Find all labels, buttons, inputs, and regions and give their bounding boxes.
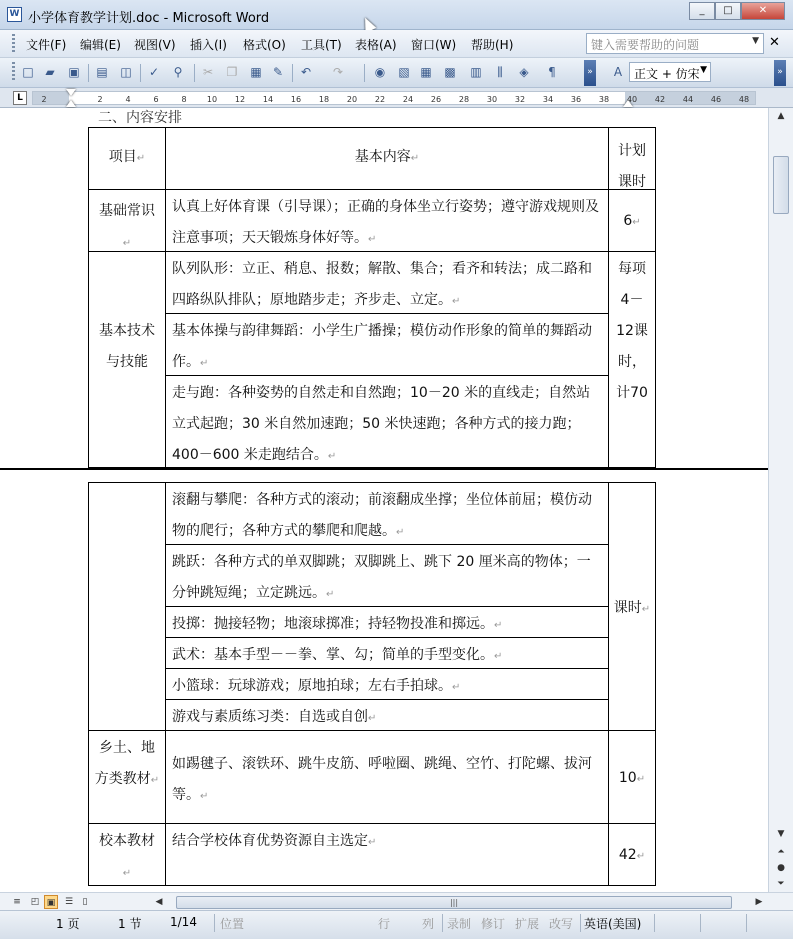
toolbar-options-icon[interactable]: »	[774, 60, 786, 86]
ruler-number: 2	[97, 95, 103, 104]
status-divider	[214, 914, 215, 932]
toolbar-divider	[364, 64, 365, 82]
ruler-number: 6	[153, 95, 159, 104]
status-ovr[interactable]: 改写	[549, 917, 574, 931]
status-section: 1 节	[118, 917, 142, 931]
row2-hours-text: 每项4－12课时，计70	[616, 261, 648, 401]
row4-content-text: 如踢毽子、滚铁环、跳牛皮筋、呼啦圈、跳绳、空竹、打陀螺、拔河等。	[172, 756, 592, 803]
row2-content-2-text: 基本体操与韵律舞蹈：小学生广播操；模仿动作形象的简单的舞蹈动作。	[172, 323, 592, 370]
tab-selector-icon[interactable]: L	[13, 91, 27, 105]
paste-icon[interactable]: ▦	[250, 65, 262, 79]
ruler-number: 2	[41, 95, 47, 104]
status-language: 英语(美国)	[584, 917, 642, 931]
row3-hours-text: 课时	[613, 600, 642, 616]
toolbar-grip-icon[interactable]	[12, 62, 15, 82]
header-content: 基本内容↵	[165, 127, 609, 190]
row3-content-4: 武术：基本手型－－拳、掌、勾；简单的手型变化。↵	[165, 637, 609, 669]
header-hours	[608, 127, 656, 190]
menu-edit[interactable]: 编辑(E)	[80, 38, 121, 52]
scroll-down-icon[interactable]: ▼	[777, 829, 785, 839]
status-bar	[0, 910, 793, 939]
reading-view-icon[interactable]: ▯	[82, 897, 88, 907]
new-document-icon[interactable]: □	[22, 65, 34, 79]
row1-label: 基础常识↵	[88, 189, 166, 252]
first-line-indent-handle[interactable]	[66, 89, 76, 96]
ruler-number: 8	[181, 95, 187, 104]
status-position: 位置	[220, 917, 245, 931]
row4-hours-text: 10	[618, 770, 637, 786]
row3-content-3-text: 投掷：抛接轻物；地滚球掷准；持轻物投准和掷远。	[172, 616, 494, 632]
ruler-number: 28	[458, 95, 470, 104]
maximize-button[interactable]: □	[715, 2, 741, 20]
status-divider	[580, 914, 581, 932]
status-divider	[700, 914, 701, 932]
ruler-number: 14	[262, 95, 274, 104]
horizontal-scrollbar[interactable]	[0, 892, 793, 910]
toolbar-divider	[140, 64, 141, 82]
normal-view-icon[interactable]: ≡	[13, 897, 21, 907]
row1-content-text: 认真上好体育课（引导课）；正确的身体坐立行姿势；遵守游戏规则及注意事项；天天锻炼身体好等。	[172, 199, 599, 246]
menu-grip-icon[interactable]	[12, 34, 15, 54]
menu-insert[interactable]: 插入(I)	[190, 38, 227, 52]
status-pages: 1/14	[170, 915, 197, 929]
show-hide-icon[interactable]: ¶	[548, 65, 556, 79]
row4-label: 乡土、地方类教材↵	[88, 730, 166, 824]
row3-hours: 课时↵	[608, 482, 656, 731]
scroll-left-icon[interactable]: ◀	[155, 897, 163, 907]
previous-page-icon[interactable]: ⏶	[777, 847, 785, 857]
row3-content-2: 跳跃：各种方式的单双脚跳；双脚跳上、跳下 20 厘米高的物体；一分钟跳短绳；立定跳远。↵	[165, 544, 609, 607]
row5-label: 校本教材↵	[88, 823, 166, 886]
row3-content-6: 游戏与素质练习类：自选或自创↵	[165, 699, 609, 731]
row2-label	[88, 251, 166, 468]
insert-table-icon[interactable]: ▦	[420, 65, 432, 79]
ruler-number: 18	[318, 95, 330, 104]
toolbar-divider	[88, 64, 89, 82]
menu-window[interactable]: 窗口(W)	[411, 38, 457, 52]
status-divider	[442, 914, 443, 932]
header-content-text: 基本内容	[354, 149, 411, 165]
ruler-number: 40	[626, 95, 638, 104]
title-bar	[0, 0, 793, 30]
row3-content-1-text: 滚翻与攀爬：各种方式的滚动；前滚翻成坐撑；坐位体前屈；模仿动物的爬行；各种方式的攀爬和爬越。	[172, 492, 592, 539]
row2-content-3: 走与跑：各种姿势的自然走和自然跑；10－20 米的直线走；自然站立式起跑；30 米自然加速跑；50 米快速跑；各种方式的接力跑；400－600 米走跑结合。↵	[165, 375, 609, 468]
research-icon[interactable]: ⚲	[173, 65, 183, 79]
page-break	[0, 468, 768, 482]
horizontal-scroll-track[interactable]	[170, 896, 748, 909]
next-page-icon[interactable]: ⏷	[777, 879, 785, 889]
print-icon[interactable]: ▤	[96, 65, 108, 79]
ruler-number: 38	[598, 95, 610, 104]
save-icon[interactable]: ▣	[68, 65, 80, 79]
toolbar-divider	[292, 64, 293, 82]
row5-content: 结合学校体育优势资源自主选定↵	[165, 823, 609, 886]
row2-content-2: 基本体操与韵律舞蹈：小学生广播操；模仿动作形象的简单的舞蹈动作。↵	[165, 313, 609, 376]
styles-icon[interactable]: A	[613, 65, 623, 79]
row3-content-5-text: 小篮球：玩球游戏；原地拍球；左右手拍球。	[172, 678, 452, 694]
browse-object-icon[interactable]: ●	[777, 863, 785, 873]
word-doc-icon: W	[7, 7, 22, 22]
toolbar-divider	[194, 64, 195, 82]
row1-content: 认真上好体育课（引导课）；正确的身体坐立行姿势；遵守游戏规则及注意事项；天天锻炼身体好等。↵	[165, 189, 609, 252]
right-indent-handle[interactable]	[623, 100, 633, 107]
standard-toolbar	[0, 58, 793, 88]
ruler-number: 32	[514, 95, 526, 104]
menu-table[interactable]: 表格(A)	[355, 38, 397, 52]
menu-help[interactable]: 帮助(H)	[471, 38, 514, 52]
horizontal-scroll-thumb[interactable]: |||	[176, 896, 732, 909]
row2-content-3-text: 走与跑：各种姿势的自然走和自然跑；10－20 米的直线走；自然站立式起跑；30 米自然加速跑；50 米快速跑；各种方式的接力跑；400－600 米走跑结合。	[172, 385, 591, 463]
row3-content-4-text: 武术：基本手型－－拳、掌、勾；简单的手型变化。	[172, 647, 494, 663]
close-document-icon[interactable]: ✕	[769, 35, 780, 50]
menu-format[interactable]: 格式(O)	[243, 38, 286, 52]
ruler-number: 10	[206, 95, 218, 104]
help-search-input[interactable]	[586, 33, 764, 54]
row3-content-5: 小篮球：玩球游戏；原地拍球；左右手拍球。↵	[165, 668, 609, 700]
row4-label-text: 乡土、地方类教材	[94, 740, 155, 787]
row3-content-2-text: 跳跃：各种方式的单双脚跳；双脚跳上、跳下 20 厘米高的物体；一分钟跳短绳；立定跳远。	[172, 554, 591, 601]
row2-content-1: 队列队形：立正、稍息、报数；解散、集合；看齐和转法；成二路和四路纵队排队；原地踏步走；齐步走、立定。↵	[165, 251, 609, 314]
window-title: 小学体育教学计划.doc - Microsoft Word	[28, 11, 270, 26]
row5-label-text: 校本教材	[99, 833, 155, 849]
row5-hours: 42↵	[608, 823, 656, 886]
row2-hours	[608, 251, 656, 468]
open-folder-icon[interactable]: ▰	[45, 65, 55, 79]
ruler-number: 44	[682, 95, 694, 104]
spelling-icon[interactable]: ✓	[148, 65, 160, 79]
scroll-up-icon[interactable]: ▲	[777, 111, 785, 121]
horizontal-ruler[interactable]	[0, 88, 793, 108]
insert-excel-icon[interactable]: ▩	[444, 65, 456, 79]
row1-label-text: 基础常识	[99, 203, 155, 219]
status-divider	[746, 914, 747, 932]
row5-content-text: 结合学校体育优势资源自主选定	[172, 833, 368, 849]
menu-file[interactable]: 文件(F)	[26, 38, 67, 52]
ruler-number: 46	[710, 95, 722, 104]
help-search-placeholder: 键入需要帮助的问题	[591, 38, 700, 52]
status-divider	[654, 914, 655, 932]
status-rec[interactable]: 录制	[447, 917, 472, 931]
ruler-number: 26	[430, 95, 442, 104]
drawing-icon[interactable]: ⫼	[497, 65, 503, 79]
ruler-number: 34	[542, 95, 554, 104]
section-heading: 二、内容安排	[98, 110, 182, 126]
row4-hours: 10↵	[608, 730, 656, 824]
undo-icon[interactable]: ↶	[300, 65, 312, 79]
toolbar-options-icon[interactable]: »	[584, 60, 596, 86]
ruler-number: 36	[570, 95, 582, 104]
close-button[interactable]: ✕	[741, 2, 785, 20]
ruler-number: 42	[654, 95, 666, 104]
style-select-value: 正文 + 仿宋	[634, 67, 700, 81]
ruler-number: 4	[125, 95, 131, 104]
row5-hours-text: 42	[618, 847, 637, 863]
row4-content: 如踢毽子、滚铁环、跳牛皮筋、呼啦圈、跳绳、空竹、打陀螺、拔河等。↵	[165, 730, 609, 824]
format-painter-icon[interactable]: ✎	[272, 65, 284, 79]
row2-label-text: 基本技术与技能	[99, 323, 155, 370]
header-project-text: 项目	[108, 149, 137, 165]
copy-icon[interactable]: ❐	[226, 65, 238, 79]
minimize-button[interactable]: _	[689, 2, 715, 20]
menu-bar	[0, 30, 793, 58]
status-ext[interactable]: 扩展	[515, 917, 540, 931]
status-trk[interactable]: 修订	[481, 917, 506, 931]
ruler-number: 24	[402, 95, 414, 104]
style-select[interactable]	[629, 62, 711, 82]
row2-content-1-text: 队列队形：立正、稍息、报数；解散、集合；看齐和转法；成二路和四路纵队排队；原地踏步走；齐步走、立定。	[172, 261, 592, 308]
menu-tools[interactable]: 工具(T)	[301, 38, 342, 52]
hyperlink-icon[interactable]: ◉	[374, 65, 386, 79]
tables-borders-icon[interactable]: ▧	[398, 65, 410, 79]
status-line: 行	[378, 917, 391, 931]
vertical-scrollbar[interactable]	[768, 108, 793, 892]
header-hours-text: 计划课时	[618, 143, 646, 190]
ruler-number: 30	[486, 95, 498, 104]
chevron-down-icon[interactable]: ▼	[752, 36, 759, 46]
document-area[interactable]	[0, 108, 768, 892]
scroll-right-icon[interactable]: ▶	[755, 897, 763, 907]
row3-content-6-text: 游戏与素质练习类：自选或自创	[172, 709, 368, 725]
menu-view[interactable]: 视图(V)	[134, 38, 176, 52]
ruler-number: 16	[290, 95, 302, 104]
document-map-icon[interactable]: ◈	[519, 65, 529, 79]
outline-view-icon[interactable]: ☰	[64, 897, 74, 907]
ruler-number: 48	[738, 95, 750, 104]
row3-content-1: 滚翻与攀爬：各种方式的滚动；前滚翻成坐撑；坐位体前屈；模仿动物的爬行；各种方式的攀爬和爬越。↵	[165, 482, 609, 545]
row3-content-3: 投掷：抛接轻物；地滚球掷准；持轻物投准和掷远。↵	[165, 606, 609, 638]
header-project: 项目↵	[88, 127, 166, 190]
row1-hours-text: 6	[623, 213, 633, 229]
redo-icon[interactable]: ↷	[332, 65, 344, 79]
chevron-down-icon[interactable]: ▼	[700, 65, 707, 75]
columns-icon[interactable]: ▥	[470, 65, 482, 79]
status-col: 列	[422, 917, 435, 931]
vertical-scroll-thumb[interactable]	[773, 156, 789, 214]
web-view-icon[interactable]: ◰	[30, 897, 40, 907]
status-page: 1 页	[56, 917, 80, 931]
ruler-number: 12	[234, 95, 246, 104]
ruler-number: 20	[346, 95, 358, 104]
row3-label	[88, 482, 166, 731]
ruler-number: 22	[374, 95, 386, 104]
hanging-indent-handle[interactable]	[66, 100, 76, 107]
row1-hours: 6↵	[608, 189, 656, 252]
print-view-icon[interactable]: ▣	[44, 895, 58, 909]
print-preview-icon[interactable]: ◫	[120, 65, 132, 79]
cut-icon[interactable]: ✂	[202, 65, 214, 79]
ruler-strip[interactable]	[32, 91, 756, 105]
